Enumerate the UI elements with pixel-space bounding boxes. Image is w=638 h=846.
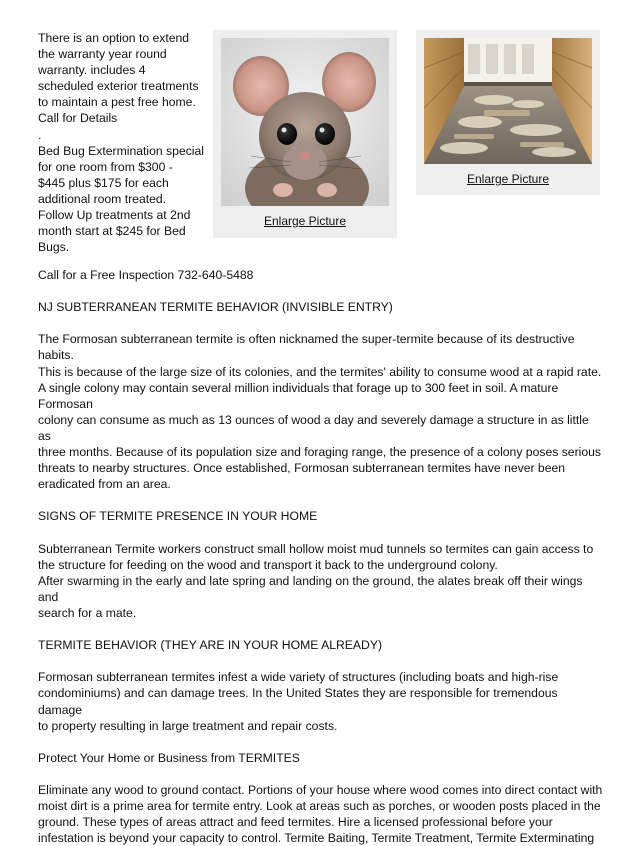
- enlarge-picture-link[interactable]: Enlarge Picture: [263, 214, 347, 228]
- paragraph-line: colony can consume as much as 13 ounces of wood a day and severely damage a structure in as little as: [38, 412, 589, 443]
- offer-line: Follow Up treatments at 2nd: [38, 208, 191, 223]
- section-heading-signs: SIGNS OF TERMITE PRESENCE IN YOUR HOME: [38, 509, 318, 524]
- free-inspection-phone: Call for a Free Inspection 732-640-5488: [38, 268, 254, 282]
- mouse-photo[interactable]: [221, 38, 389, 206]
- offer-line: scheduled exterior treatments: [38, 79, 199, 94]
- warranty-and-bedbug-offer: [38, 30, 210, 255]
- paragraph-line: The Formosan subterranean termite is often nicknamed the super-termite because of its destructive: [38, 332, 575, 347]
- paragraph-line: Formosan subterranean termites infest a wide variety of structures (including boats and high-rise: [38, 670, 559, 685]
- paragraph-line: the structure for feeding on the wood and transport it back to the underground colony.: [38, 557, 498, 572]
- offer-line: Bed Bug Extermination special: [38, 143, 204, 158]
- enlarge-picture-link[interactable]: Enlarge Picture: [466, 172, 550, 186]
- offer-line: warranty. includes 4: [38, 63, 146, 78]
- offer-line: month start at $245 for Bed: [38, 224, 186, 239]
- attic-figure: [416, 30, 600, 195]
- paragraph-line: Formosan: [38, 396, 93, 411]
- offer-line: There is an option to extend: [38, 31, 190, 45]
- mouse-figure: [213, 30, 397, 238]
- offer-line: to maintain a pest free home.: [38, 95, 196, 110]
- paragraph-line: to property resulting in large treatment and repair costs.: [38, 718, 338, 733]
- paragraph-line: infestation is beyond your capacity to control. Termite Baiting, Termite Treatment, Termite Exterminating: [38, 831, 595, 846]
- article-body: [38, 267, 603, 846]
- offer-line: the warranty year round: [38, 47, 167, 62]
- offer-line: .: [38, 127, 42, 142]
- offer-line: for one room from $300 -: [38, 159, 173, 174]
- paragraph-line: search for a mate.: [38, 605, 137, 620]
- paragraph-line: This is because of the large size of its colonies, and the termites' ability to consume wood at a rapid rate.: [38, 364, 602, 379]
- paragraph-line: threats to nearby structures. Once established, Formosan subterranean termites have never been: [38, 461, 566, 476]
- paragraph-line: habits.: [38, 348, 74, 363]
- offer-line: $445 plus $175 for each: [38, 175, 169, 190]
- offer-line: Bugs.: [38, 240, 70, 255]
- offer-line: Call for Details: [38, 111, 118, 126]
- paragraph-line: condominiums) and can damage trees. In the United States they are responsible for tremendous damage: [38, 686, 558, 717]
- offer-line: additional room treated.: [38, 191, 167, 206]
- section-heading-behavior: TERMITE BEHAVIOR (THEY ARE IN YOUR HOME ALREADY): [38, 638, 383, 653]
- paragraph-line: Eliminate any wood to ground contact. Portions of your house where wood comes into direct contact with: [38, 783, 603, 797]
- paragraph-line: eradicated from an area.: [38, 477, 171, 492]
- paragraph-line: A single colony may contain several million individuals that forage up to 300 feet in soil. A mature: [38, 380, 559, 395]
- attic-damage-photo[interactable]: [424, 38, 592, 164]
- paragraph-line: moist dirt is a prime area for termite entry. Look at areas such as porches, or wooden posts placed in the: [38, 799, 601, 814]
- section-heading-invisible-entry: NJ SUBTERRANEAN TERMITE BEHAVIOR (INVISIBLE ENTRY): [38, 300, 393, 315]
- section-heading-protect: Protect Your Home or Business from TERMITES: [38, 750, 300, 765]
- paragraph-line: Subterranean Termite workers construct small hollow moist mud tunnels so termites can gain access to: [38, 541, 594, 556]
- paragraph-line: three months. Because of its population size and foraging range, the presence of a colony poses serious: [38, 445, 602, 460]
- paragraph-line: After swarming in the early and late spring and landing on the ground, the alates break off their wings and: [38, 573, 583, 604]
- paragraph-line: ground. These types of areas attract and feed termites. Hire a licensed professional before your: [38, 815, 553, 830]
